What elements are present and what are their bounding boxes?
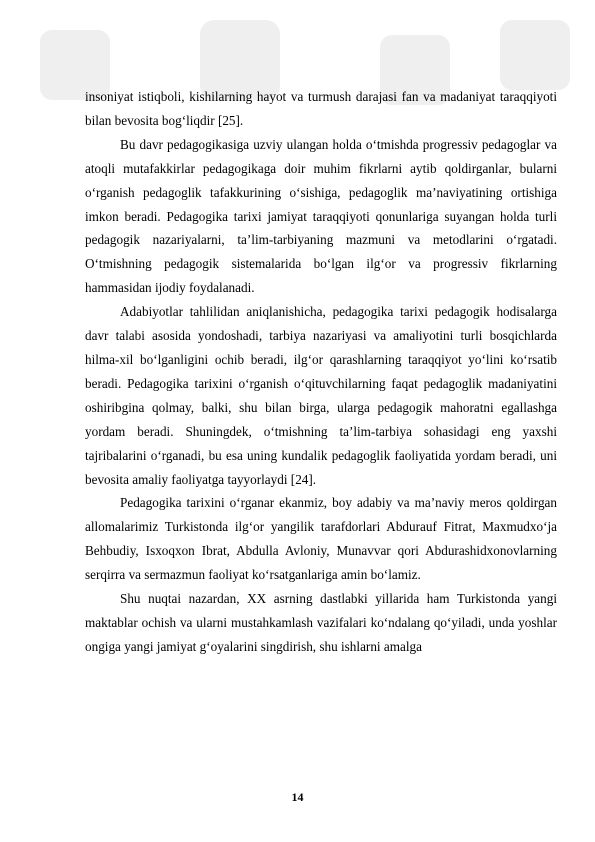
paragraph-1: insoniyat istiqboli, kishilarning hayot va turmush darajasi fan va madaniyat taraqqiyoti bilan bevosita bog‘liqdir [25]. [85, 89, 557, 128]
body-text [85, 85, 557, 659]
paragraph-5: Shu nuqtai nazardan, XX asrning dastlabki yillarida ham Turkistonda yangi maktablar ochish va ularni mustahkamlash vazifalari ko‘ndalang qo‘yiladi, unda yoshlar ongiga yangi jamiyat g‘oyalarini singdirish, shu ishlarni amalga [85, 591, 557, 654]
paragraph-3: Adabiyotlar tahlilidan aniqlanishicha, pedagogika tarixi pedagogik hodisalarga davr talabi asosida yondoshadi, tarbiya nazariyasi va amaliyotini turli bosqichlarda hilma-xil bo‘lganligini ochib beradi, ilg‘or qarashlarning taraqqiyot yo‘lini ko‘rsatib beradi. Pedagogika tarixini o‘rganish o‘qituvchilarning faqat pedagoglik madaniyatini oshiribgina qolmay, balki, shu bilan birga, ularga pedagogik mahoratni egallashga yordam beradi. Shuningdek, o‘tmishning ta’lim-tarbiya sohasidagi eng yaxshi tajribalarini o‘rganadi, bu esa uning kundalik pedagoglik faoliyatida yordam beradi, uni bevosita amaliy faoliyatga tayyorlaydi [24]. [85, 304, 557, 487]
paragraph-2: Bu davr pedagogikasiga uzviy ulangan holda o‘tmishda progressiv pedagoglar va atoqli mutafakkirlar pedagogikaga doir muhim fikrlarni aytib qoldirganlar, bularni o‘rganish pedagoglik tafakkurining o‘sishiga, pedagoglik ma’naviyatining ortishiga imkon beradi. Pedagogika tarixi jamiyat taraqqiyoti qonunlariga suyangan holda turli pedagogik nazariyalarni, ta’lim-tarbiyaning mazmuni va metodlarini o‘rgatadi. O‘tmishning pedagogik sistemalarida bo‘lgan ilg‘or va progressiv fikrlarning hammasidan ijodiy foydalanadi. [85, 136, 557, 296]
page-number: 14 [291, 790, 304, 804]
paragraph-4: Pedagogika tarixini o‘rganar ekanmiz, boy adabiy va ma’naviy meros qoldirgan allomalarimiz Turkistonda ilg‘or yangilik tarafdorlari Abdurauf Fitrat, Maxmudxo‘ja Behbudiy, Isxoqxon Ibrat, Abdulla Avloniy, Munavvar qori Abdurashidxonovlarning serqirra va sermazmun faoliyat ko‘rsatganlariga amin bo‘lamiz. [85, 495, 557, 583]
